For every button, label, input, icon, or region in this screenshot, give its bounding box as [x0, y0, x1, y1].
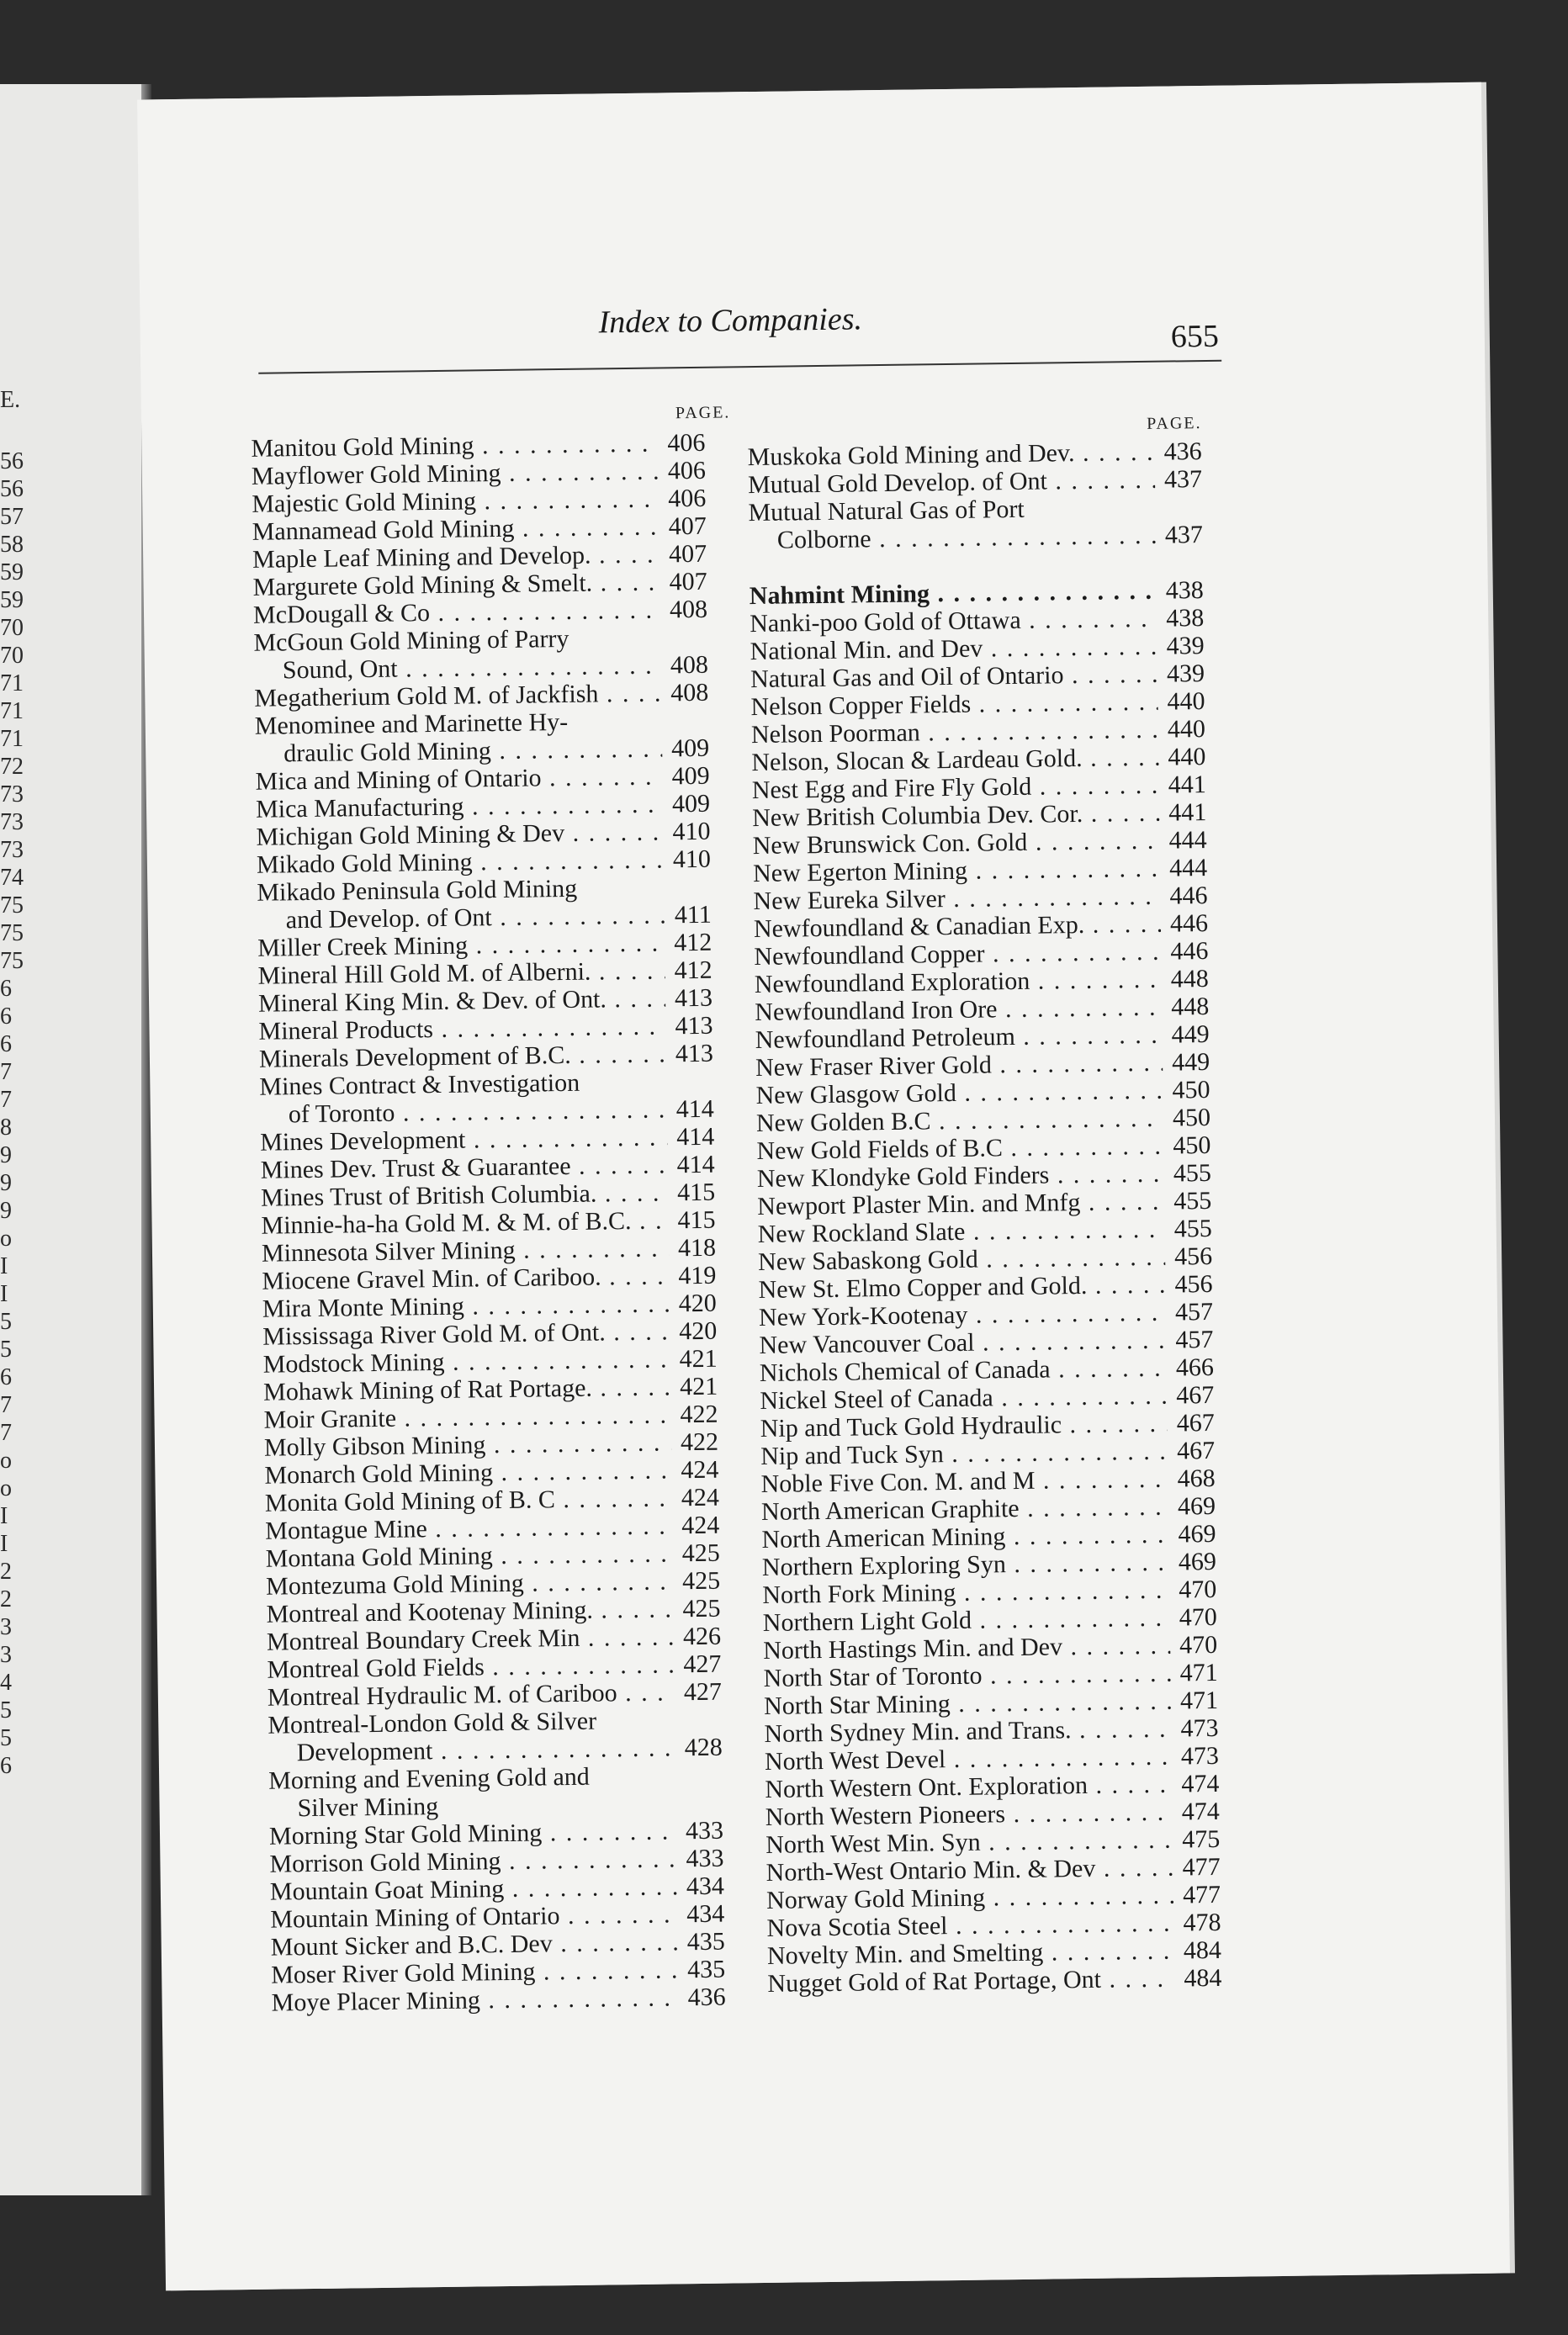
page-reference: 440 — [1167, 715, 1206, 744]
company-name: Mines Dev. Trust & Guarantee . . . — [260, 1151, 667, 1183]
company-name: Nova Scotia Steel . . . — [766, 1909, 1173, 1942]
left-page-fragment: o — [0, 1475, 12, 1501]
page-reference: 406 — [667, 456, 707, 485]
page-reference: 440 — [1168, 743, 1206, 771]
company-name: New Brunswick Con. Gold . . . — [752, 827, 1159, 860]
company-name: Monarch Gold Mining . . . — [264, 1456, 671, 1489]
company-name: Moye Placer Mining . . . — [271, 1983, 678, 2016]
page-reference: 410 — [672, 845, 712, 874]
page-reference: 438 — [1165, 604, 1205, 633]
company-name: Montreal Boundary Creek Min . . . — [267, 1623, 674, 1655]
page-reference: 426 — [682, 1622, 722, 1651]
company-name: Nest Egg and Fire Fly Gold . . . — [752, 771, 1159, 804]
left-page-fragment: 73 — [0, 781, 24, 807]
company-name: Manitou Gold Mining . . . — [251, 429, 658, 462]
company-name: Moser River Gold Mining . . . — [271, 1956, 678, 1988]
page-reference: 421 — [679, 1372, 718, 1401]
company-name: Monita Gold Mining of B. C . . . — [265, 1484, 672, 1517]
company-name: Montreal Gold Fields . . . — [267, 1650, 674, 1683]
page-reference: 419 — [678, 1261, 717, 1290]
company-name: New Sabaskong Gold . . . — [758, 1243, 1165, 1276]
page-reference: 409 — [670, 733, 710, 763]
page-reference: 435 — [686, 1955, 726, 1984]
page-reference: 437 — [1164, 521, 1204, 549]
page-reference: 444 — [1168, 853, 1208, 882]
left-page-fragment: 75 — [0, 948, 24, 974]
company-name: Margurete Gold Mining & Smelt. . . . — [252, 568, 660, 601]
company-name: North Hastings Min. and Dev . . . — [763, 1632, 1170, 1665]
company-name: Nahmint Mining . . . — [750, 577, 1157, 610]
company-name: Morrison Gold Mining . . . — [269, 1845, 676, 1877]
page-reference: 407 — [669, 567, 707, 596]
page-reference: 425 — [681, 1566, 721, 1596]
company-name: McDougall & Co . . . — [253, 596, 660, 628]
company-name: New British Columbia Dev. Cor. . . . — [752, 799, 1159, 832]
company-name: Natural Gas and Oil of Ontario . . . — [750, 660, 1157, 693]
page-reference: 415 — [676, 1178, 716, 1207]
company-name: Michigan Gold Mining & Dev . . . — [256, 818, 663, 850]
company-name: Nelson Copper Fields . . . — [750, 688, 1157, 721]
company-name: Modstock Mining . . . — [262, 1345, 670, 1378]
company-name: Mineral Products . . . — [258, 1012, 665, 1045]
company-name: Mica Manufacturing . . . — [256, 790, 663, 823]
company-name: Northern Exploring Syn . . . — [762, 1549, 1169, 1581]
company-name: Newfoundland Copper . . . — [754, 938, 1161, 971]
company-name: Nip and Tuck Gold Hydraulic . . . — [760, 1410, 1168, 1443]
company-name: Newfoundland Iron Ore . . . — [755, 993, 1162, 1026]
company-name: Mikado Gold Mining . . . — [257, 845, 664, 878]
company-name: Norway Gold Mining . . . — [766, 1882, 1173, 1914]
left-page-fragment: 9 — [0, 1142, 12, 1168]
company-name: Newfoundland & Canadian Exp. . . . — [754, 910, 1161, 943]
company-name: Nelson Poorman . . . — [751, 716, 1158, 749]
company-name: Nanki-poo Gold of Ottawa . . . — [750, 605, 1157, 638]
page-reference: 433 — [686, 1844, 724, 1873]
page-reference: 412 — [673, 928, 712, 957]
left-page-fragment: 6 — [0, 1031, 12, 1057]
page-reference: 409 — [671, 789, 711, 818]
company-name: Newport Plaster Min. and Mnfg . . . — [757, 1188, 1164, 1220]
page-reference: 406 — [668, 484, 707, 513]
company-name: Mutual Gold Develop. of Ont . . . — [748, 466, 1155, 499]
left-page-fragment: I — [0, 1531, 8, 1557]
left-page-fragment: 4 — [0, 1670, 12, 1696]
page-reference: 435 — [686, 1927, 725, 1956]
page-reference: 450 — [1173, 1130, 1211, 1160]
page-reference: 407 — [668, 539, 707, 569]
page-reference: 457 — [1175, 1325, 1214, 1354]
left-page-fragment: 6 — [0, 1364, 12, 1390]
company-name: Montreal and Kootenay Mining. . . . — [266, 1595, 673, 1628]
company-name: Montezuma Gold Mining . . . — [266, 1567, 673, 1600]
company-name: Mountain Mining of Ontario . . . — [270, 1900, 677, 1933]
company-name: draulic Gold Mining . . . — [283, 734, 662, 767]
company-name: New Eureka Silver . . . — [753, 882, 1160, 915]
page-reference: 433 — [685, 1816, 724, 1845]
page-reference: 441 — [1168, 770, 1206, 799]
company-name: North Sydney Min. and Trans. . . . — [764, 1715, 1171, 1748]
company-name: North American Mining . . . — [761, 1521, 1168, 1554]
page-reference: 455 — [1173, 1186, 1212, 1215]
page-reference: 413 — [675, 1039, 714, 1068]
page-reference: 484 — [1183, 1935, 1222, 1965]
page-reference: 438 — [1165, 576, 1204, 605]
page-reference: 439 — [1166, 659, 1205, 688]
page-number: 655 — [1170, 318, 1220, 355]
company-name: Muskoka Gold Mining and Dev. . . . — [747, 438, 1154, 471]
company-name: North-West Ontario Min. & Dev . . . — [765, 1854, 1173, 1887]
company-name: New Gold Fields of B.C . . . — [756, 1132, 1163, 1165]
company-name: North Fork Mining . . . — [762, 1576, 1169, 1609]
left-index-column — [251, 429, 726, 2017]
left-page-fragment: I — [0, 1253, 8, 1279]
company-name: Mica and Mining of Ontario . . . — [255, 762, 662, 795]
index-entry — [767, 1964, 1221, 1998]
page-reference: 422 — [680, 1400, 718, 1429]
left-page-fragment: 8 — [0, 1115, 12, 1141]
company-name: of Toronto . . . — [289, 1095, 667, 1128]
left-page-fragment: 7 — [0, 1420, 12, 1446]
company-name: Mutual Natural Gas of Port — [748, 495, 1025, 527]
page-reference: 475 — [1181, 1824, 1221, 1854]
company-name: New Rockland Slate . . . — [758, 1215, 1165, 1248]
page-reference: 408 — [669, 595, 708, 624]
company-name: Minerals Development of B.C. . . . — [259, 1040, 666, 1072]
page-reference: 471 — [1179, 1686, 1219, 1715]
company-name: Miller Creek Mining . . . — [257, 929, 665, 961]
company-name: Minnesota Silver Mining . . . — [262, 1234, 669, 1267]
index-entry — [749, 521, 1203, 554]
company-name: North West Min. Syn . . . — [765, 1826, 1173, 1859]
left-page-fragment: 57 — [0, 504, 24, 530]
left-page-fragment: 7 — [0, 1059, 12, 1085]
company-name: Montreal-London Gold & Silver — [268, 1707, 597, 1739]
left-page-fragment: 3 — [0, 1642, 12, 1668]
company-name: North American Graphite . . . — [761, 1493, 1168, 1526]
left-page-fragment: 2 — [0, 1559, 12, 1585]
page-reference: 456 — [1173, 1242, 1213, 1271]
company-name: Mountain Goat Mining . . . — [270, 1872, 677, 1905]
page-reference: 473 — [1180, 1713, 1219, 1743]
company-name: McGoun Gold Mining of Parry — [253, 624, 569, 657]
left-page-fragment: 58 — [0, 532, 24, 558]
page-reference: 448 — [1171, 992, 1210, 1021]
left-page-fragment: 56 — [0, 448, 24, 474]
company-name: Nickel Steel of Canada . . . — [760, 1382, 1167, 1415]
left-page-fragment: 6 — [0, 1753, 12, 1779]
left-page-fragment: o — [0, 1226, 12, 1252]
left-page-fragment: 3 — [0, 1614, 12, 1640]
left-page-fragment: 7 — [0, 1087, 12, 1113]
page-reference: 469 — [1178, 1547, 1217, 1576]
company-name: New Glasgow Gold . . . — [755, 1077, 1163, 1109]
company-name: New Golden B.C . . . — [756, 1104, 1163, 1137]
page-reference: 437 — [1163, 465, 1203, 494]
page-reference: 466 — [1175, 1353, 1215, 1382]
page-reference: 424 — [681, 1511, 720, 1540]
page-reference: 407 — [668, 511, 707, 541]
right-index-column — [747, 437, 1221, 1998]
company-name: Mines Trust of British Columbia. . . . — [261, 1178, 668, 1211]
page-reference: 467 — [1176, 1436, 1216, 1465]
left-page-fragment: 5 — [0, 1725, 12, 1751]
company-name: Montague Mine . . . — [265, 1512, 672, 1544]
left-page-fragment: 5 — [0, 1697, 12, 1723]
company-name: Nichols Chemical of Canada . . . — [760, 1354, 1167, 1387]
company-name: New St. Elmo Copper and Gold. . . . — [758, 1271, 1165, 1304]
left-page-fragment: 71 — [0, 670, 24, 696]
company-name: Montreal Hydraulic M. of Cariboo . . . — [268, 1678, 675, 1711]
company-name: Nugget Gold of Rat Portage, Ont . . . — [767, 1965, 1174, 1998]
index-page — [137, 82, 1510, 2291]
page-reference: 449 — [1171, 1047, 1210, 1077]
left-page-fragment: 6 — [0, 976, 12, 1002]
page-reference: 436 — [1163, 437, 1202, 466]
company-name: Newfoundland Petroleum . . . — [755, 1021, 1163, 1054]
company-name: North Western Ont. Exploration . . . — [765, 1771, 1172, 1803]
left-page-fragment: E. — [0, 387, 21, 413]
page-reference: 425 — [682, 1594, 721, 1623]
page-reference: 450 — [1172, 1075, 1210, 1104]
page-reference: 455 — [1173, 1214, 1212, 1243]
page-reference: 434 — [686, 1872, 725, 1901]
left-page-fragment: 7 — [0, 1392, 12, 1418]
page-reference: 474 — [1181, 1797, 1220, 1826]
company-name: North Star Mining . . . — [764, 1687, 1171, 1720]
company-name: Newfoundland Exploration . . . — [755, 966, 1162, 998]
page-reference: 418 — [677, 1233, 717, 1263]
page-header-title: Index to Companies. — [598, 301, 863, 341]
company-name: Minnie-ha-ha Gold M. & M. of B.C. . . . — [261, 1206, 668, 1239]
company-name: Mohawk Mining of Rat Portage. . . . — [263, 1373, 670, 1406]
page-reference: 470 — [1179, 1602, 1217, 1632]
page-reference: 422 — [680, 1427, 719, 1457]
page-reference: 467 — [1176, 1380, 1215, 1410]
left-page-edge — [0, 84, 145, 2195]
company-name: Mount Sicker and B.C. Dev . . . — [271, 1928, 678, 1961]
page-reference: 421 — [679, 1344, 718, 1374]
company-name: Moir Granite . . . — [263, 1400, 670, 1433]
company-name: Morning Star Gold Mining . . . — [269, 1817, 676, 1850]
page-reference: 413 — [675, 1011, 713, 1040]
company-name: Maple Leaf Mining and Develop. . . . — [252, 540, 660, 573]
page-reference: 470 — [1179, 1630, 1218, 1660]
left-page-fragment: 9 — [0, 1198, 12, 1224]
left-page-fragment: 9 — [0, 1170, 12, 1196]
left-page-fragment: 75 — [0, 892, 24, 919]
company-name: Megatherium Gold M. of Jackfish . . . — [254, 679, 661, 712]
page-reference: 406 — [667, 428, 706, 458]
company-name: Mines Development . . . — [260, 1123, 667, 1156]
company-name: Development . . . — [297, 1734, 675, 1766]
left-page-fragment: 72 — [0, 754, 24, 780]
page-reference: 414 — [676, 1150, 715, 1179]
page-reference: 484 — [1184, 1963, 1222, 1993]
company-name: Majestic Gold Mining . . . — [252, 484, 659, 517]
company-name: Colborne . . . — [777, 522, 1156, 554]
page-reference: 414 — [675, 1094, 714, 1124]
company-name: Morning and Evening Gold and — [268, 1762, 590, 1795]
page-reference: 457 — [1174, 1297, 1214, 1326]
company-name: New York-Kootenay . . . — [759, 1299, 1166, 1332]
company-name: New Klondyke Gold Finders . . . — [757, 1160, 1164, 1193]
page-reference: 440 — [1167, 687, 1205, 716]
company-name: North Western Pioneers . . . — [765, 1798, 1173, 1831]
page-reference: 446 — [1169, 881, 1208, 910]
company-name: Mayflower Gold Mining . . . — [252, 457, 659, 490]
company-name: National Min. and Dev . . . — [750, 633, 1157, 665]
company-name: and Develop. of Ont . . . — [286, 901, 665, 934]
left-page-fragment: 5 — [0, 1337, 12, 1363]
page-reference: 424 — [681, 1483, 720, 1512]
page-reference: 428 — [684, 1733, 723, 1762]
page-reference: 455 — [1173, 1158, 1212, 1188]
left-page-fragment: 74 — [0, 865, 24, 891]
page-reference: 448 — [1170, 964, 1210, 993]
left-page-fragment: 2 — [0, 1586, 12, 1612]
page-reference: 473 — [1180, 1741, 1220, 1771]
page-reference: 415 — [677, 1205, 716, 1235]
company-name: Molly Gibson Mining . . . — [264, 1428, 671, 1461]
page-reference: 446 — [1169, 908, 1209, 938]
company-name: Novelty Min. and Smelting . . . — [767, 1937, 1174, 1970]
company-name: Mississaga River Gold M. of Ont. . . . — [262, 1317, 670, 1350]
left-page-fragment: 70 — [0, 615, 24, 641]
page-reference: 444 — [1168, 826, 1207, 855]
company-name: Noble Five Con. M. and M . . . — [760, 1465, 1168, 1498]
company-name: Montana Gold Mining . . . — [266, 1539, 673, 1572]
page-reference: 425 — [681, 1538, 720, 1568]
company-name: Miocene Gravel Min. of Cariboo. . . . — [262, 1262, 669, 1295]
left-page-fragment: 73 — [0, 837, 24, 863]
company-name: Northern Light Gold . . . — [763, 1604, 1170, 1637]
page-reference: 424 — [681, 1455, 719, 1485]
company-name: Mannamead Gold Mining . . . — [252, 512, 660, 545]
page-reference: 409 — [671, 761, 710, 791]
left-page-fragment: I — [0, 1281, 8, 1307]
company-name: New Fraser River Gold . . . — [755, 1049, 1163, 1082]
page-reference: 420 — [679, 1316, 718, 1346]
page-reference: 436 — [687, 1983, 726, 2012]
page-reference: 408 — [670, 678, 709, 707]
company-name: Sound, Ont . . . — [283, 651, 661, 684]
company-name: New Vancouver Coal . . . — [759, 1326, 1166, 1359]
page-reference: 456 — [1174, 1269, 1213, 1299]
page-reference: 420 — [678, 1289, 718, 1318]
left-page-fragment: I — [0, 1503, 8, 1529]
page-reference: 410 — [672, 817, 711, 846]
left-page-fragment: 59 — [0, 587, 24, 613]
page-reference: 468 — [1177, 1464, 1216, 1493]
page-reference: 414 — [676, 1122, 715, 1152]
company-name: Menominee and Marinette Hy- — [254, 707, 569, 740]
company-name: New Egerton Mining . . . — [753, 855, 1160, 887]
page-reference: 477 — [1182, 1880, 1221, 1909]
page-reference: 469 — [1177, 1491, 1216, 1521]
left-page-fragment: 73 — [0, 809, 24, 835]
page-reference: 467 — [1176, 1408, 1215, 1438]
left-page-fragment: o — [0, 1448, 12, 1474]
company-name: Silver Mining — [297, 1792, 439, 1823]
page-reference: 469 — [1178, 1519, 1216, 1549]
page-reference: 471 — [1179, 1658, 1218, 1687]
page-reference: 434 — [686, 1899, 725, 1929]
left-page-fragment: 5 — [0, 1309, 12, 1335]
left-page-fragment: 75 — [0, 920, 24, 946]
company-name: North West Devel . . . — [765, 1743, 1172, 1776]
left-page-fragment: 71 — [0, 698, 24, 724]
page-reference: 446 — [1170, 936, 1209, 966]
company-name: Nip and Tuck Syn . . . — [760, 1438, 1168, 1470]
page-reference: 413 — [674, 983, 713, 1013]
left-page-fragment: 56 — [0, 476, 24, 502]
company-name: Mineral Hill Gold M. of Alberni. . . . — [257, 956, 665, 989]
company-name: Mines Contract & Investigation — [259, 1068, 580, 1101]
page-reference: 427 — [683, 1677, 723, 1707]
page-reference: 439 — [1166, 632, 1205, 660]
left-page-fragment: 71 — [0, 726, 24, 752]
page-reference: 441 — [1168, 798, 1207, 827]
company-name: Nelson, Slocan & Lardeau Gold. . . . — [751, 744, 1158, 776]
page-reference: 449 — [1171, 1019, 1210, 1049]
page-reference: 412 — [674, 956, 712, 985]
page-reference: 478 — [1183, 1908, 1221, 1937]
page-reference: 470 — [1179, 1575, 1217, 1604]
company-name: Mineral King Min. & Dev. of Ont. . . . — [258, 984, 665, 1017]
left-page-fragment: 70 — [0, 643, 24, 669]
company-name: Mikado Peninsula Gold Mining — [257, 874, 578, 907]
left-page-fragment: 59 — [0, 559, 24, 585]
company-name: Mira Monte Mining . . . — [262, 1289, 670, 1322]
page-reference: 474 — [1181, 1769, 1220, 1798]
page-reference: 411 — [674, 900, 712, 929]
page-reference: 477 — [1182, 1852, 1221, 1882]
page-reference: 408 — [670, 650, 709, 680]
company-name: North Star of Toronto . . . — [763, 1660, 1170, 1692]
page-reference: 450 — [1172, 1103, 1211, 1132]
left-page-fragment: 6 — [0, 1003, 12, 1030]
left-column-page-header: PAGE. — [675, 403, 731, 423]
right-column-page-header: PAGE. — [1147, 414, 1202, 433]
header-rule — [258, 360, 1221, 374]
page-reference: 427 — [683, 1649, 722, 1679]
index-entry — [271, 1983, 725, 2017]
